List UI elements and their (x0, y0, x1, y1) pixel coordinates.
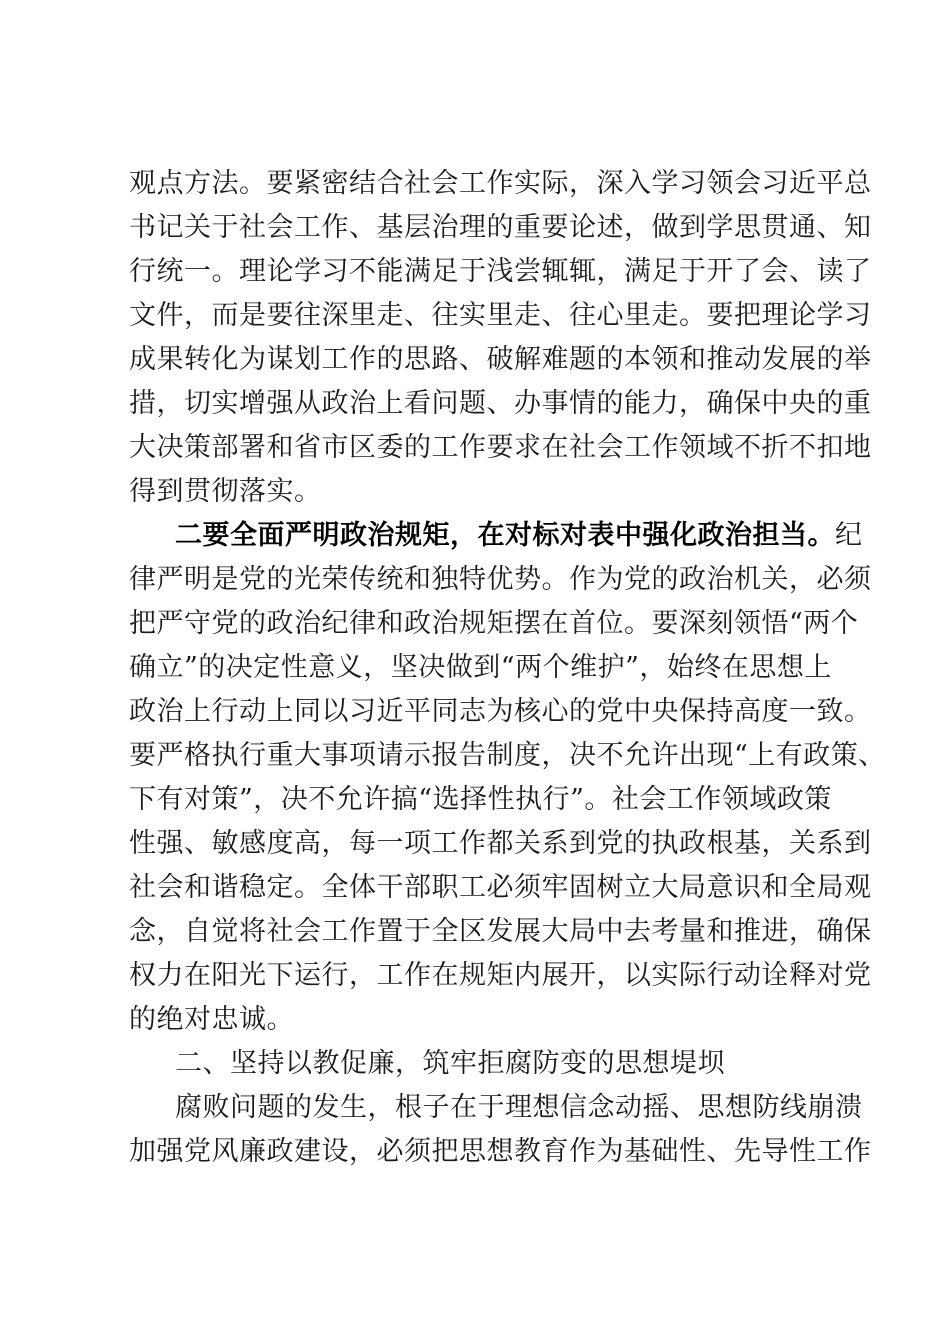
paragraph-line: 律严明是党的光荣传统和独特优势。作为党的政治机关，必须 (129, 564, 872, 595)
paragraph-line: 措，切实增强从政治上看问题、办事情的能力，确保中央的重 (129, 388, 872, 419)
paragraph-text: 纪 (835, 520, 863, 551)
paragraph-line: 要严格执行重大事项请示报告制度，决不允许出现“上有政策、 (129, 740, 886, 771)
section-heading-bold: 二要全面严明政治规矩，在对标对表中强化政治担当。 (175, 520, 835, 551)
paragraph-line: 书记关于社会工作、基层治理的重要论述，做到学思贯通、知 (129, 212, 872, 243)
paragraph-line: 社会和谐稳定。全体干部职工必须牢固树立大局意识和全局观 (129, 872, 872, 903)
paragraph-line: 的绝对忠诚。 (129, 1004, 294, 1035)
paragraph-line: 性强、敏感度高，每一项工作都关系到党的执政根基，关系到 (129, 828, 872, 859)
paragraph-line: 念，自觉将社会工作置于全区发展大局中去考量和推进，确保 (129, 916, 872, 947)
paragraph-line (175, 514, 895, 558)
paragraph-line: 观点方法。要紧密结合社会工作实际，深入学习领会习近平总 (129, 168, 872, 199)
paragraph-line: 腐败问题的发生，根子在于理想信念动摇、思想防线崩溃 (175, 1092, 863, 1123)
paragraph-line: 大决策部署和省市区委的工作要求在社会工作领域不折不扣地 (129, 432, 872, 463)
paragraph-line: 政治上行动上同以习近平同志为核心的党中央保持高度一致。 (129, 696, 872, 727)
paragraph-line: 成果转化为谋划工作的思路、破解难题的本领和推动发展的举 (129, 344, 872, 375)
paragraph-line: 把严守党的政治纪律和政治规矩摆在首位。要深刻领悟“两个 (129, 608, 859, 639)
paragraph-line: 得到贯彻落实。 (129, 476, 322, 507)
paragraph-line: 确立”的决定性意义，坚决做到“两个维护”，始终在思想上 (129, 652, 832, 683)
section-heading: 二、坚持以教促廉，筑牢拒腐防变的思想堤坝 (175, 1048, 725, 1079)
paragraph-line: 加强党风廉政建设，必须把思想教育作为基础性、先导性工作 (129, 1136, 872, 1167)
paragraph-line: 下有对策”，决不允许搞“选择性执行”。社会工作领域政策 (129, 784, 832, 815)
paragraph-line: 文件，而是要往深里走、往实里走、往心里走。要把理论学习 (129, 300, 872, 331)
paragraph-line: 行统一。理论学习不能满足于浅尝辄辄，满足于开了会、读了 (129, 256, 872, 287)
paragraph-line: 权力在阳光下运行，工作在规矩内展开，以实际行动诠释对党 (129, 960, 872, 991)
